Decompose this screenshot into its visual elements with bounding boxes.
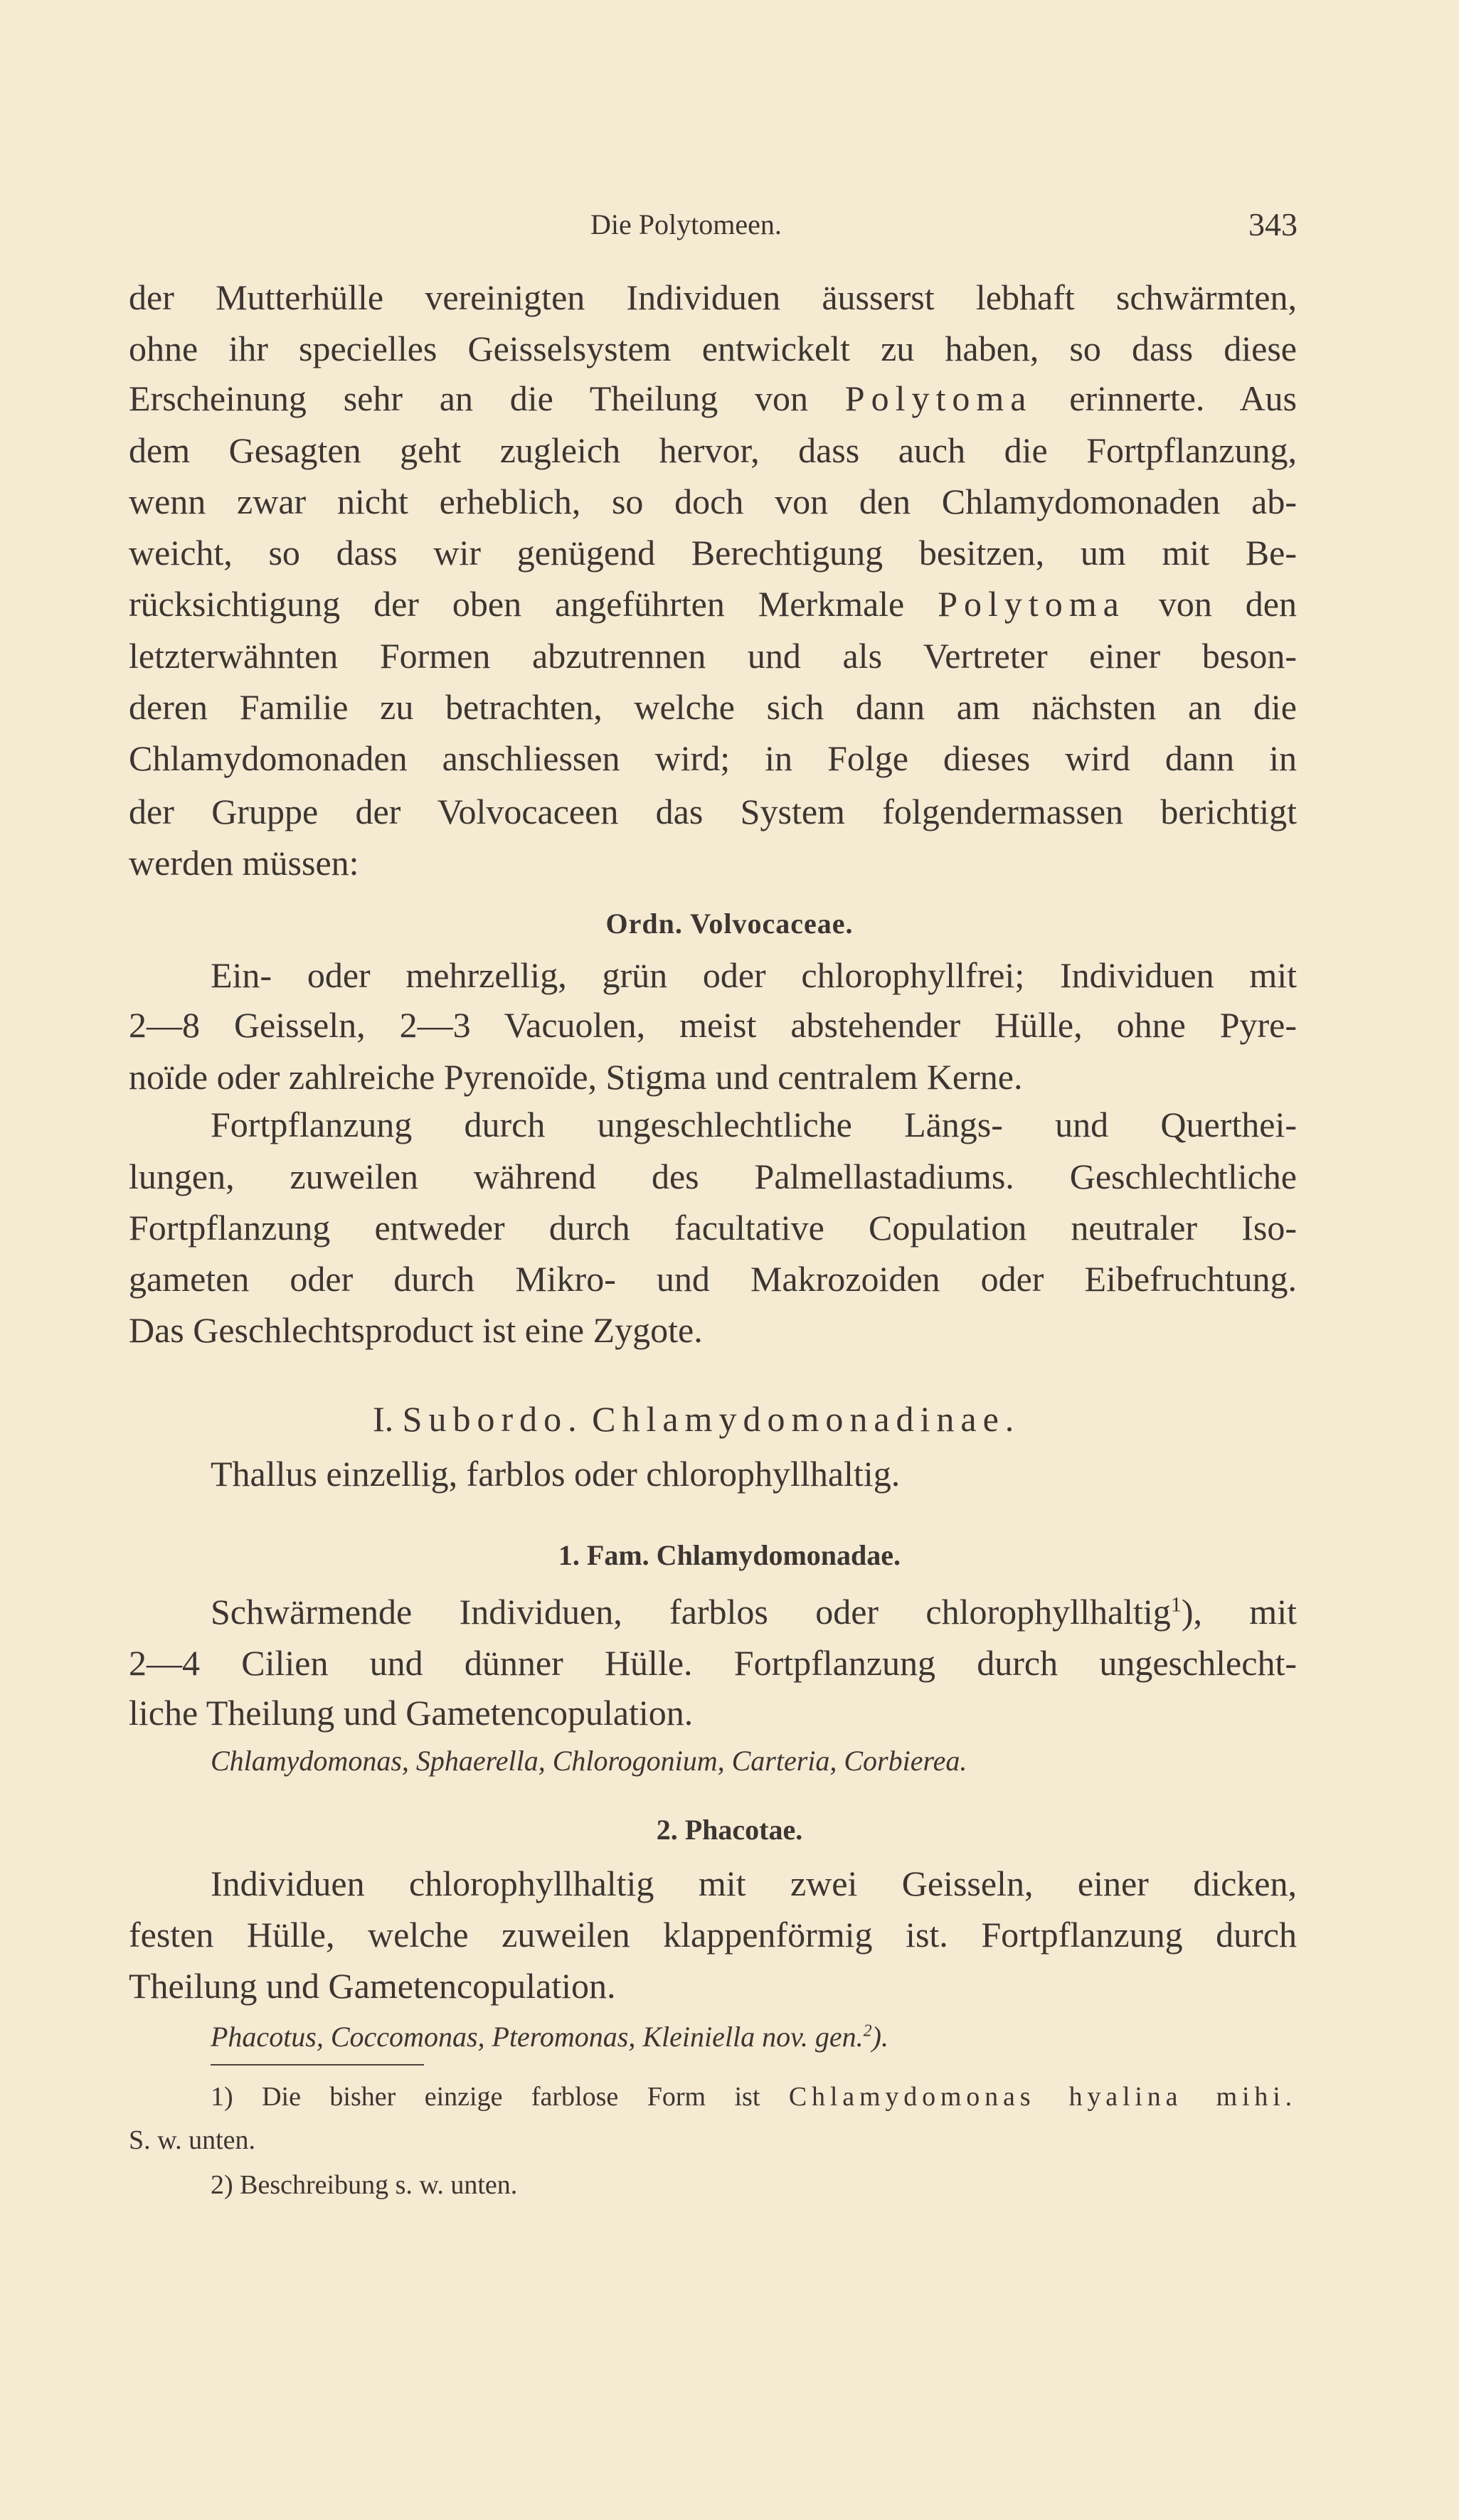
footnote-divider [211,2064,424,2066]
family-number: 2. [656,1814,678,1846]
genera-list [211,2014,888,2060]
text-line: ohne ihr specielles Geisselsystem entwickelt zu haben, so dass diese [129,329,1297,368]
text: Schwärmende Individuen, farblos oder chlorophyllhaltig [211,1592,1171,1632]
text-line: liche Theilung und Gametencopulation. [129,1693,694,1733]
text-line [129,376,1297,421]
text-line: Theilung und Gametencopulation. [129,1966,616,2006]
family-heading [0,1807,1459,1853]
text-line: 2—4 Cilien und dünner Hülle. Fortpflanzung durch ungeschlecht- [129,1643,1297,1683]
genus-name: Polytoma [938,584,1125,624]
species-name: Chlamydomonas hyalina mihi. [788,2082,1297,2112]
text: von den [1125,584,1297,624]
text-line: Das Geschlechtsproduct ist eine Zygote. [129,1310,703,1350]
text-line: Individuen chlorophyllhaltig mit zwei Geisseln, einer dicken, [211,1864,1297,1903]
subordo-description: Thallus einzellig, farblos oder chlorophyllhaltig. [211,1454,901,1494]
text-line: lungen, zuweilen während des Palmellastadiums. Geschlechtliche [129,1157,1297,1196]
family-number: 1. [558,1539,580,1571]
text-line: wenn zwar nicht erheblich, so doch von den Chlamydomonaden ab- [129,482,1297,521]
text: ), mit [1181,1592,1297,1632]
text: 1) Die bisher einzige farblose Form ist [211,2082,789,2112]
text-line [129,581,1297,627]
text-line: Fortpflanzung durch ungeschlechtliche Längs- und Querthei- [211,1105,1297,1144]
family-name: Fam. Chlamydomonadae. [586,1539,901,1571]
footnote-ref[interactable]: 2 [863,2021,872,2041]
text-line: deren Familie zu betrachten, welche sich dann am nächsten an die [129,687,1297,727]
text-line: der Gruppe der Volvocaceen das System folgendermassen berichtigt [129,792,1297,831]
genera-list: Chlamydomonas, Sphaerella, Chlorogonium, Carteria, Corbierea. [211,1745,967,1777]
subordo-label: Subordo. [402,1399,583,1439]
text: Erscheinung sehr an die Theilung von [129,378,845,418]
text-line: festen Hülle, welche zuweilen klappenförmig ist. Fortpflanzung durch [129,1915,1297,1955]
text-line: Chlamydomonaden anschliessen wird; in Folge dieses wird dann in [129,738,1297,778]
family-heading [0,1533,1459,1578]
text-line: gameten oder durch Mikro- und Makrozoiden oder Eibefruchtung. [129,1259,1297,1299]
text: rücksichtigung der oben angeführten Merkmale [129,584,938,624]
text-line: werden müssen: [129,843,359,883]
text-line: der Mutterhülle vereinigten Individuen äusserst lebhaft schwärmten, [129,277,1297,317]
running-title: Die Polytomeen. [590,208,782,240]
footnote-1 [211,2074,1297,2120]
family-name: Phacotae. [684,1814,803,1846]
text: ). [871,2021,888,2053]
text-line: dem Gesagten geht zugleich hervor, dass auch die Fortpflanzung, [129,430,1297,470]
genus-name: Polytoma [844,378,1033,418]
text: Phacotus, Coccomonas, Pteromonas, Kleiniella nov. gen. [211,2021,864,2053]
subordo-heading [373,1396,1020,1442]
subordo-number: I. [373,1399,394,1439]
page-number: 343 [1248,206,1298,243]
text-line: weicht, so dass wir genügend Berechtigung besitzen, um mit Be- [129,533,1297,573]
text-line: Ein- oder mehrzellig, grün oder chlorophyllfrei; Individuen mit [211,955,1297,995]
footnote-2: 2) Beschreibung s. w. unten. [211,2170,518,2200]
ordo-heading: Ordn. Volvocaceae. [605,908,854,940]
subordo-name: Chlamydomonadinae. [592,1399,1021,1439]
footnote-1-cont: S. w. unten. [129,2125,256,2155]
footnote-ref[interactable]: 1 [1170,1593,1182,1617]
text: erinnerte. Aus [1032,378,1298,418]
text-line: Fortpflanzung entweder durch facultative Copulation neutraler Iso- [129,1208,1297,1248]
text-line [211,1589,1297,1634]
text-line: noïde oder zahlreiche Pyrenoïde, Stigma und centralem Kerne. [129,1057,1023,1097]
text-line: 2—8 Geisseln, 2—3 Vacuolen, meist abstehender Hülle, ohne Pyre- [129,1005,1297,1045]
text-line: letzterwähnten Formen abzutrennen und als Vertreter einer beson- [129,636,1297,676]
